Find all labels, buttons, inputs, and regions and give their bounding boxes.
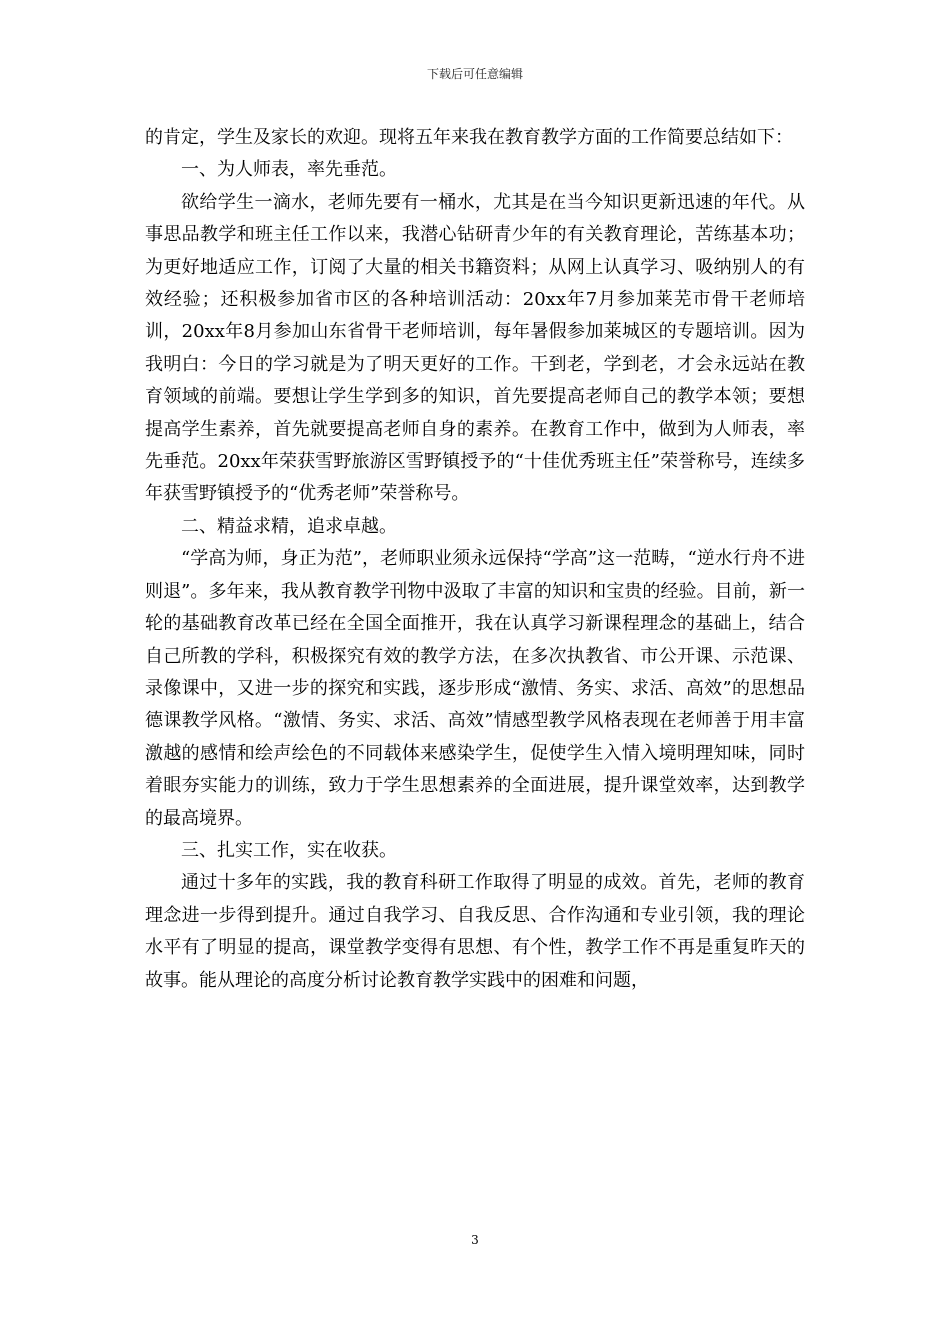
section-heading-3: 三、扎实工作，实在收获。 [181,839,397,861]
paragraph-section-1: 欲给学生一滴水，老师先要有一桶水，尤其是在当今知识更新迅速的年代。从事思品教学和班主任工作以来，我潜心钻研青少年的有关教育理论，苦练基本功；为更好地适应工作，订阅了大量的相关书籍资料；从网上认真学习、吸纳别人的有效经验；还积极参加省市区的各种培训活动：20xx年7月参加莱芜市骨干老师培训，20xx年8月参加山东省骨干老师培训，每年暑假参加莱城区的专题培训。因为我明白：今日的学习就是为了明天更好的工作。干到老，学到老，才会永远站在教育领域的前端。要想让学生学到多的知识，首先要提高老师自己的教学本领；要想提高学生素养，首先就要提高老师自身的素养。在教育工作中，做到为人师表，率先垂范。20xx年荣获雪野旅游区雪野镇授予的“十佳优秀班主任”荣誉称号，连续多年获雪野镇授予的“优秀老师”荣誉称号。 [145,191,805,505]
document-body [145,122,805,997]
paragraph-section-3: 通过十多年的实践，我的教育科研工作取得了明显的成效。首先，老师的教育理念进一步得到提升。通过自我学习、自我反思、合作沟通和专业引领，我的理论水平有了明显的提高，课堂教学变得有思想、有个性，教学工作不再是重复昨天的故事。能从理论的高度分析讨论教育教学实践中的困难和问题， [145,872,805,991]
page-number: 3 [471,1233,479,1247]
section-heading-1: 一、为人师表，率先垂范。 [181,159,397,181]
page-header: 下载后可任意编辑 [426,67,523,81]
section-heading-2: 二、精益求精，追求卓越。 [181,515,397,537]
paragraph-continuation: 的肯定，学生及家长的欢迎。现将五年来我在教育教学方面的工作简要总结如下： [145,127,793,148]
paragraph-section-2: “学高为师，身正为范”，老师职业须永远保持“学高”这一范畴，“逆水行舟不进则退”。多年来，我从教育教学刊物中汲取了丰富的知识和宝贵的经验。目前，新一轮的基础教育改革已经在全国全面推开，我在认真学习新课程理念的基础上，结合自己所教的学科，积极探究有效的教学方法，在多次执教省、市公开课、示范课、录像课中，又进一步的探究和实践，逐步形成“激情、务实、求活、高效”的思想品德课教学风格。“激情、务实、求活、高效”情感型教学风格表现在老师善于用丰富激越的感情和绘声绘色的不同载体来感染学生，促使学生入情入境明理知味，同时着眼夯实能力的训练，致力于学生思想素养的全面进展，提升课堂效率，达到教学的最高境界。 [145,548,805,829]
